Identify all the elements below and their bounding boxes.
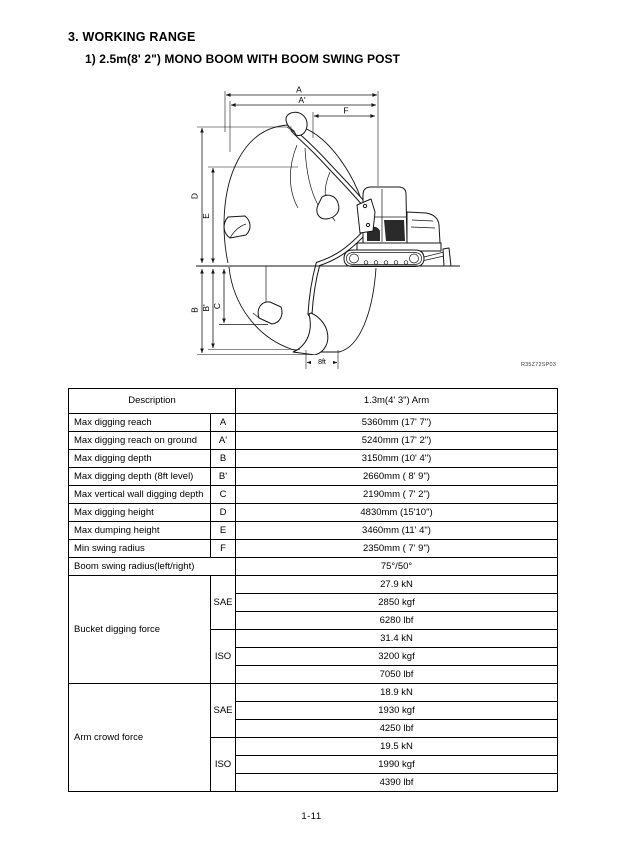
dim-label-d: D [189,192,200,200]
digging-bucket [293,313,328,355]
table-row [69,450,558,468]
spec-letter: C [211,486,236,504]
page-subtitle: 1) 2.5m(8' 2") MONO BOOM WITH BOOM SWING POST [85,52,401,66]
spec-letter: A' [211,432,236,450]
spec-label: Max dumping height [69,522,211,540]
spec-value: 4250 lbf [236,720,558,738]
standard-label-sae: SAE [211,576,236,630]
spec-label: Max digging depth [69,450,211,468]
swing-post [357,199,375,233]
table-row [69,522,558,540]
spec-value: 3200 kgf [236,648,558,666]
spec-value: 75°/50° [236,558,558,576]
dim-label-c: C [212,302,222,310]
table-row [69,540,558,558]
dim-label-b: B [189,307,200,313]
dim-label-a-prime: A' [298,94,306,105]
table-row [69,486,558,504]
folded-bucket [317,195,339,219]
spec-value: 5360mm (17' 7") [236,414,558,432]
wall-bucket [253,302,282,324]
dim-label-f: F [343,105,349,116]
spec-value: 1990 kgf [236,756,558,774]
spec-value: 27.9 kN [236,576,558,594]
dim-label-b-prime: B' [201,304,211,312]
spec-value: 3460mm (11' 4") [236,522,558,540]
table-row [69,468,558,486]
header-arm: 1.3m(4' 3") Arm [236,389,558,414]
spec-value: 18.9 kN [236,684,558,702]
spec-value: 31.4 kN [236,630,558,648]
spec-value: 2850 kgf [236,594,558,612]
apex-bucket [286,112,307,135]
force-group-label: Bucket digging force [69,576,211,684]
standard-label-sae: SAE [211,684,236,738]
dozer-blade [443,248,451,266]
standard-label-iso: ISO [211,738,236,792]
spec-value: 4390 lbf [236,774,558,792]
spec-letter: B' [211,468,236,486]
spec-label: Max digging depth (8ft level) [69,468,211,486]
boom-swing-row [69,558,558,576]
table-row [69,432,558,450]
digging-arm [293,222,374,355]
dim-label-e: E [201,213,211,219]
spec-value: 3150mm (10' 4") [236,450,558,468]
dump-bucket [224,216,250,238]
spec-label: Max digging height [69,504,211,522]
spec-value: 2660mm ( 8' 9") [236,468,558,486]
spec-value: 2190mm ( 7' 2") [236,486,558,504]
spec-value: 1930 kgf [236,702,558,720]
spec-value: 5240mm (17' 2") [236,432,558,450]
working-range-diagram [180,80,510,385]
spec-letter: F [211,540,236,558]
spec-letter: E [211,522,236,540]
spec-label: Boom swing radius(left/right) [69,558,236,576]
force-group-label: Arm crowd force [69,684,211,792]
page-number: 1-11 [301,811,322,822]
spec-label: Min swing radius [69,540,211,558]
spec-letter: B [211,450,236,468]
working-envelope [219,125,376,352]
spec-label: Max vertical wall digging depth [69,486,211,504]
spec-value: 7050 lbf [236,666,558,684]
spec-value: 6280 lbf [236,612,558,630]
spec-value: 19.5 kN [236,738,558,756]
diagram-ref-code: R35Z72SP03 [520,362,556,368]
header-description: Description [69,389,236,414]
dim-label-a: A [296,84,302,95]
spec-letter: D [211,504,236,522]
spec-value: 2350mm ( 7' 9") [236,540,558,558]
spec-label: Max digging reach on ground [69,432,211,450]
table-header-row [69,389,558,414]
force-row [69,684,558,702]
force-row [69,576,558,594]
dim-label-8ft: 8ft [318,359,326,366]
spec-letter: A [211,414,236,432]
section-title: 3. WORKING RANGE [68,30,196,44]
standard-label-iso: ISO [211,630,236,684]
table-row [69,414,558,432]
working-range-table [68,388,558,792]
spec-label: Max digging reach [69,414,211,432]
spec-value: 4830mm (15'10") [236,504,558,522]
table-row [69,504,558,522]
